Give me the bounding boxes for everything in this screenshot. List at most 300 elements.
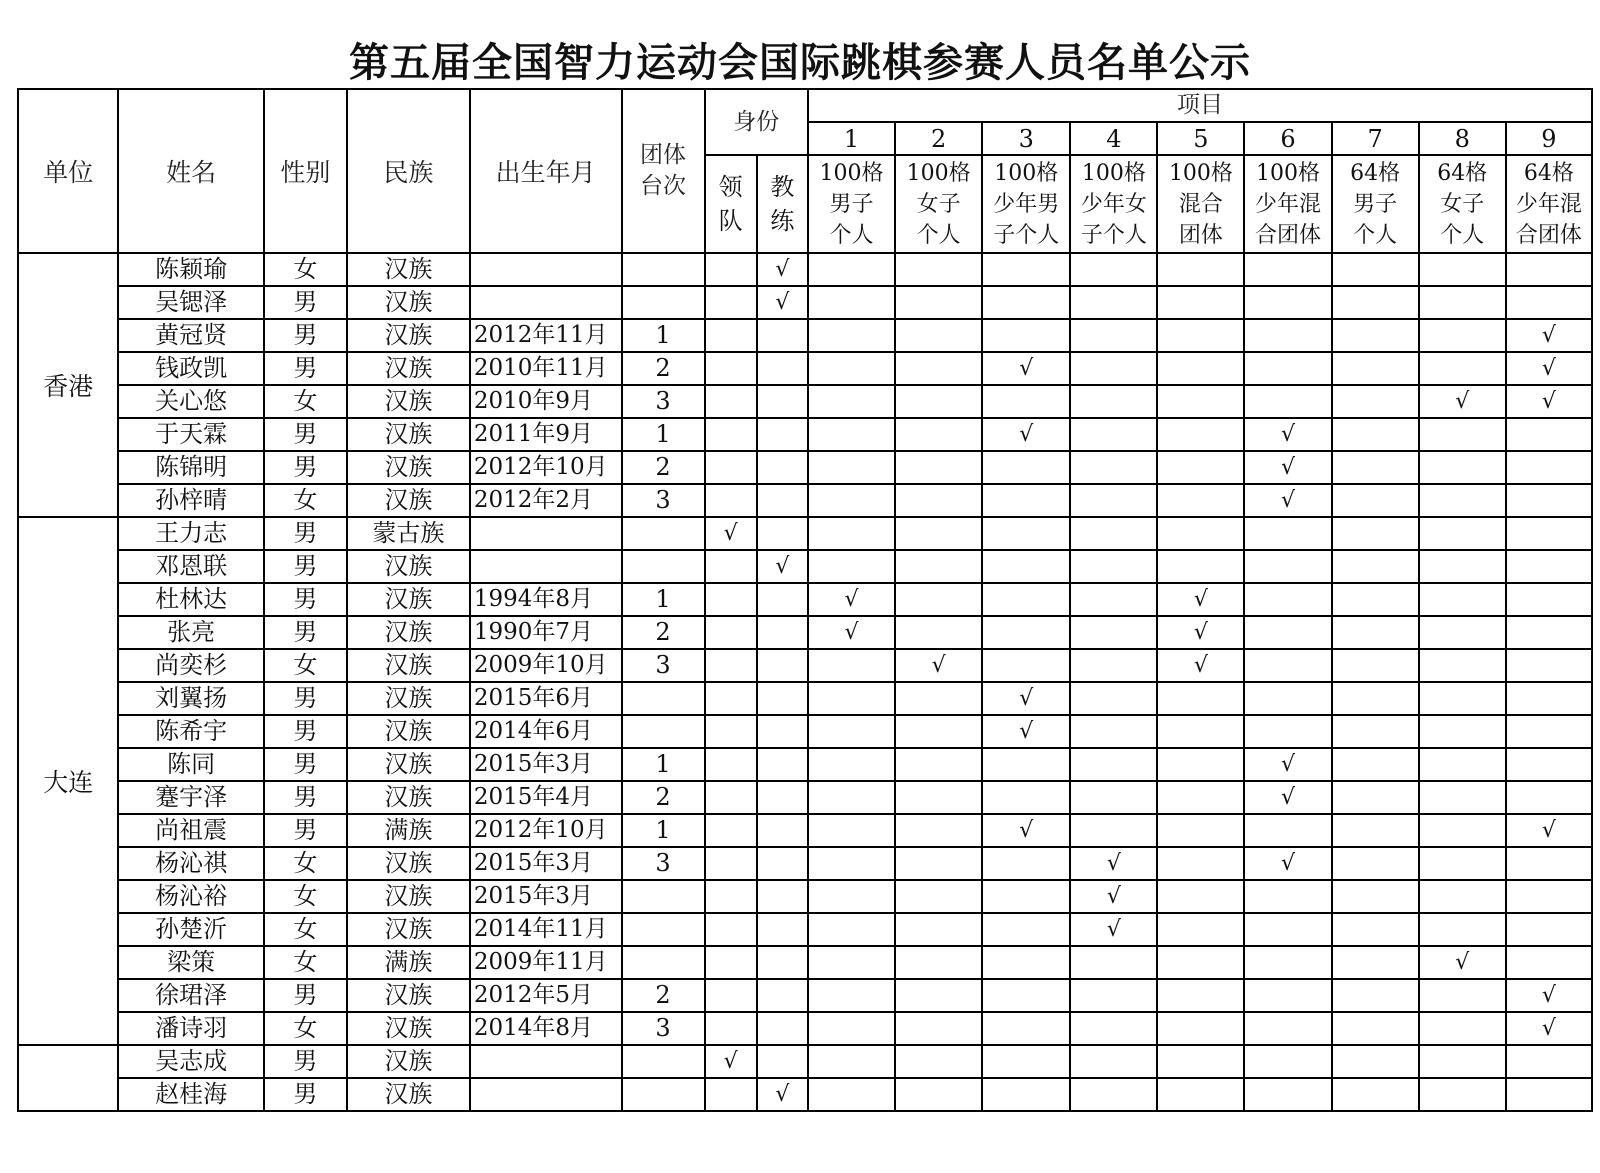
birth-cell: 2015年3月: [470, 880, 622, 913]
event-6-cell: [1244, 1045, 1331, 1078]
event-2-cell: √: [895, 649, 982, 682]
header-coach: [757, 155, 808, 253]
event-2-cell: [895, 1045, 982, 1078]
event-5-cell: [1157, 1045, 1244, 1078]
birth-cell: 2014年6月: [470, 715, 622, 748]
event-9-cell: √: [1506, 1012, 1592, 1045]
event-4-cell: [1070, 781, 1157, 814]
event-6-cell: √: [1244, 748, 1331, 781]
header-gender: 性别: [264, 89, 347, 253]
gender-cell: 男: [264, 583, 347, 616]
event-2-cell: [895, 253, 982, 286]
team-board-cell: 2: [622, 451, 705, 484]
event-3-cell: [982, 286, 1070, 319]
event-1-cell: [808, 781, 895, 814]
event-6-cell: [1244, 517, 1331, 550]
leader-cell: [705, 847, 757, 880]
event-5-cell: [1157, 880, 1244, 913]
leader-cell: [705, 781, 757, 814]
event-4-cell: √: [1070, 847, 1157, 880]
event-2-cell: [895, 748, 982, 781]
event-1-cell: [808, 913, 895, 946]
event-6-cell: [1244, 682, 1331, 715]
event-6-cell: √: [1244, 484, 1331, 517]
event-4-cell: [1070, 748, 1157, 781]
birth-cell: 2011年9月: [470, 418, 622, 451]
event-2-cell: [895, 616, 982, 649]
ethnicity-cell: 汉族: [347, 319, 470, 352]
event-8-cell: [1419, 715, 1506, 748]
event-2-cell: [895, 352, 982, 385]
event-5-cell: [1157, 319, 1244, 352]
event-6-cell: [1244, 385, 1331, 418]
gender-cell: 女: [264, 385, 347, 418]
table-row: [18, 880, 1592, 913]
event-number-7: 7: [1332, 122, 1419, 155]
name-cell: 杨沁祺: [118, 847, 264, 880]
event-9-cell: [1506, 946, 1592, 979]
event-name-4: 100格 少年女 子个人: [1070, 155, 1157, 253]
gender-cell: 男: [264, 781, 347, 814]
event-8-cell: [1419, 682, 1506, 715]
birth-cell: 2015年3月: [470, 847, 622, 880]
event-9-cell: [1506, 583, 1592, 616]
event-2-cell: [895, 682, 982, 715]
ethnicity-cell: 满族: [347, 946, 470, 979]
name-cell: 尚祖震: [118, 814, 264, 847]
event-2-cell: [895, 286, 982, 319]
coach-cell: [757, 352, 808, 385]
ethnicity-cell: 汉族: [347, 715, 470, 748]
gender-cell: 男: [264, 550, 347, 583]
coach-cell: [757, 649, 808, 682]
ethnicity-cell: 汉族: [347, 385, 470, 418]
event-9-cell: [1506, 649, 1592, 682]
event-8-cell: [1419, 913, 1506, 946]
table-row: [18, 451, 1592, 484]
coach-cell: √: [757, 286, 808, 319]
leader-cell: [705, 715, 757, 748]
ethnicity-cell: 汉族: [347, 979, 470, 1012]
table-row: [18, 979, 1592, 1012]
name-cell: 王力志: [118, 517, 264, 550]
event-7-cell: [1332, 979, 1419, 1012]
coach-cell: [757, 748, 808, 781]
event-3-cell: [982, 616, 1070, 649]
event-4-cell: [1070, 451, 1157, 484]
gender-cell: 女: [264, 253, 347, 286]
header-team-board-text: 团体台次: [640, 142, 687, 199]
coach-cell: [757, 913, 808, 946]
event-3-cell: √: [982, 418, 1070, 451]
event-5-cell: [1157, 1078, 1244, 1111]
ethnicity-cell: 汉族: [347, 484, 470, 517]
birth-cell: [470, 550, 622, 583]
event-7-cell: [1332, 385, 1419, 418]
event-3-cell: [982, 946, 1070, 979]
header-ethnicity: 民族: [347, 89, 470, 253]
event-3-cell: [982, 253, 1070, 286]
coach-cell: [757, 418, 808, 451]
event-6-cell: √: [1244, 781, 1331, 814]
birth-cell: 2015年4月: [470, 781, 622, 814]
event-2-cell: [895, 781, 982, 814]
ethnicity-cell: 满族: [347, 814, 470, 847]
name-cell: 张亮: [118, 616, 264, 649]
gender-cell: 男: [264, 1045, 347, 1078]
event-2-cell: [895, 1012, 982, 1045]
event-1-cell: [808, 880, 895, 913]
event-7-cell: [1332, 286, 1419, 319]
event-3-cell: √: [982, 715, 1070, 748]
gender-cell: 男: [264, 979, 347, 1012]
event-2-cell: [895, 451, 982, 484]
event-7-cell: [1332, 1012, 1419, 1045]
name-cell: 孙梓晴: [118, 484, 264, 517]
event-7-cell: [1332, 880, 1419, 913]
event-4-cell: [1070, 352, 1157, 385]
event-5-cell: [1157, 1012, 1244, 1045]
header-name: 姓名: [118, 89, 264, 253]
event-6-cell: [1244, 319, 1331, 352]
birth-cell: 2014年8月: [470, 1012, 622, 1045]
gender-cell: 男: [264, 352, 347, 385]
event-9-cell: [1506, 616, 1592, 649]
ethnicity-cell: 蒙古族: [347, 517, 470, 550]
event-3-cell: [982, 451, 1070, 484]
coach-cell: [757, 517, 808, 550]
coach-cell: [757, 385, 808, 418]
event-7-cell: [1332, 814, 1419, 847]
birth-cell: 2010年11月: [470, 352, 622, 385]
birth-cell: [470, 517, 622, 550]
name-cell: 蹇宇泽: [118, 781, 264, 814]
event-3-cell: [982, 1012, 1070, 1045]
event-5-cell: [1157, 946, 1244, 979]
table-row: [18, 682, 1592, 715]
leader-cell: [705, 484, 757, 517]
event-3-cell: [982, 484, 1070, 517]
ethnicity-cell: 汉族: [347, 847, 470, 880]
table-row: [18, 616, 1592, 649]
birth-cell: 2012年5月: [470, 979, 622, 1012]
birth-cell: [470, 1045, 622, 1078]
event-number-4: 4: [1070, 122, 1157, 155]
event-6-cell: [1244, 352, 1331, 385]
event-2-cell: [895, 550, 982, 583]
event-name-1: 100格 男子 个人: [808, 155, 895, 253]
event-2-cell: [895, 913, 982, 946]
gender-cell: 男: [264, 517, 347, 550]
name-cell: 梁策: [118, 946, 264, 979]
leader-cell: [705, 319, 757, 352]
leader-cell: [705, 814, 757, 847]
table-row: [18, 1078, 1592, 1111]
event-9-cell: [1506, 715, 1592, 748]
ethnicity-cell: 汉族: [347, 253, 470, 286]
event-9-cell: [1506, 484, 1592, 517]
event-2-cell: [895, 979, 982, 1012]
event-9-cell: [1506, 1078, 1592, 1111]
event-4-cell: [1070, 484, 1157, 517]
event-6-cell: [1244, 913, 1331, 946]
leader-cell: [705, 946, 757, 979]
gender-cell: 男: [264, 748, 347, 781]
event-4-cell: [1070, 550, 1157, 583]
table-row: [18, 418, 1592, 451]
event-6-cell: [1244, 286, 1331, 319]
event-1-cell: [808, 814, 895, 847]
event-6-cell: [1244, 1078, 1331, 1111]
event-4-cell: [1070, 286, 1157, 319]
birth-cell: 1990年7月: [470, 616, 622, 649]
team-board-cell: [622, 286, 705, 319]
event-9-cell: [1506, 418, 1592, 451]
event-number-8: 8: [1419, 122, 1506, 155]
event-7-cell: [1332, 583, 1419, 616]
birth-cell: 2012年10月: [470, 451, 622, 484]
birth-cell: 2012年11月: [470, 319, 622, 352]
event-3-cell: [982, 979, 1070, 1012]
name-cell: 杜林达: [118, 583, 264, 616]
team-board-cell: [622, 517, 705, 550]
event-4-cell: [1070, 979, 1157, 1012]
ethnicity-cell: 汉族: [347, 682, 470, 715]
event-3-cell: [982, 913, 1070, 946]
event-8-cell: [1419, 352, 1506, 385]
event-7-cell: [1332, 847, 1419, 880]
event-7-cell: [1332, 1078, 1419, 1111]
event-1-cell: [808, 649, 895, 682]
ethnicity-cell: 汉族: [347, 616, 470, 649]
event-1-cell: [808, 748, 895, 781]
event-9-cell: [1506, 781, 1592, 814]
event-7-cell: [1332, 781, 1419, 814]
event-8-cell: [1419, 319, 1506, 352]
team-board-cell: 2: [622, 616, 705, 649]
name-cell: 刘翼扬: [118, 682, 264, 715]
event-5-cell: [1157, 385, 1244, 418]
event-4-cell: [1070, 649, 1157, 682]
gender-cell: 女: [264, 946, 347, 979]
ethnicity-cell: 汉族: [347, 418, 470, 451]
leader-cell: [705, 1012, 757, 1045]
event-8-cell: [1419, 847, 1506, 880]
event-5-cell: [1157, 814, 1244, 847]
header-identity: 身份: [705, 89, 808, 155]
event-6-cell: [1244, 715, 1331, 748]
event-9-cell: [1506, 1045, 1592, 1078]
event-4-cell: [1070, 814, 1157, 847]
leader-cell: [705, 1078, 757, 1111]
leader-cell: [705, 616, 757, 649]
name-cell: 孙楚沂: [118, 913, 264, 946]
gender-cell: 女: [264, 913, 347, 946]
name-cell: 尚奕杉: [118, 649, 264, 682]
unit-cell: 大连: [18, 517, 118, 1045]
event-8-cell: √: [1419, 385, 1506, 418]
event-3-cell: [982, 847, 1070, 880]
coach-cell: √: [757, 550, 808, 583]
gender-cell: 女: [264, 847, 347, 880]
event-7-cell: [1332, 517, 1419, 550]
event-8-cell: [1419, 484, 1506, 517]
gender-cell: 女: [264, 649, 347, 682]
event-9-cell: [1506, 517, 1592, 550]
event-8-cell: [1419, 451, 1506, 484]
event-7-cell: [1332, 946, 1419, 979]
ethnicity-cell: 汉族: [347, 880, 470, 913]
table-row: [18, 913, 1592, 946]
event-5-cell: [1157, 913, 1244, 946]
event-2-cell: [895, 385, 982, 418]
table-row: [18, 814, 1592, 847]
event-4-cell: [1070, 715, 1157, 748]
event-name-6: 100格 少年混 合团体: [1244, 155, 1331, 253]
event-3-cell: [982, 781, 1070, 814]
event-9-cell: [1506, 286, 1592, 319]
team-board-cell: 2: [622, 979, 705, 1012]
name-cell: 于天霖: [118, 418, 264, 451]
event-1-cell: [808, 1078, 895, 1111]
name-cell: 赵桂海: [118, 1078, 264, 1111]
table-row: [18, 748, 1592, 781]
event-5-cell: [1157, 682, 1244, 715]
event-9-cell: [1506, 682, 1592, 715]
coach-cell: [757, 814, 808, 847]
event-3-cell: [982, 1078, 1070, 1111]
birth-cell: [470, 253, 622, 286]
leader-cell: [705, 550, 757, 583]
roster-table: [17, 88, 1593, 1112]
birth-cell: 2014年11月: [470, 913, 622, 946]
ethnicity-cell: 汉族: [347, 352, 470, 385]
ethnicity-cell: 汉族: [347, 550, 470, 583]
leader-cell: [705, 880, 757, 913]
event-number-5: 5: [1157, 122, 1244, 155]
event-7-cell: [1332, 715, 1419, 748]
event-2-cell: [895, 847, 982, 880]
event-8-cell: [1419, 979, 1506, 1012]
event-8-cell: [1419, 583, 1506, 616]
team-board-cell: 2: [622, 781, 705, 814]
event-9-cell: [1506, 550, 1592, 583]
coach-cell: [757, 715, 808, 748]
name-cell: 陈同: [118, 748, 264, 781]
team-board-cell: [622, 913, 705, 946]
leader-cell: [705, 352, 757, 385]
event-8-cell: [1419, 550, 1506, 583]
header-leader: [705, 155, 757, 253]
event-5-cell: [1157, 748, 1244, 781]
event-5-cell: √: [1157, 583, 1244, 616]
event-6-cell: [1244, 880, 1331, 913]
gender-cell: 男: [264, 319, 347, 352]
event-8-cell: [1419, 649, 1506, 682]
event-4-cell: [1070, 616, 1157, 649]
ethnicity-cell: 汉族: [347, 748, 470, 781]
name-cell: 吴锶泽: [118, 286, 264, 319]
event-3-cell: √: [982, 352, 1070, 385]
event-3-cell: √: [982, 682, 1070, 715]
event-name-2: 100格 女子 个人: [895, 155, 982, 253]
event-5-cell: [1157, 715, 1244, 748]
event-4-cell: [1070, 682, 1157, 715]
birth-cell: 1994年8月: [470, 583, 622, 616]
event-4-cell: √: [1070, 913, 1157, 946]
event-5-cell: [1157, 550, 1244, 583]
event-3-cell: [982, 748, 1070, 781]
gender-cell: 女: [264, 484, 347, 517]
event-1-cell: [808, 550, 895, 583]
gender-cell: 男: [264, 682, 347, 715]
gender-cell: 男: [264, 1078, 347, 1111]
event-4-cell: [1070, 253, 1157, 286]
event-9-cell: [1506, 913, 1592, 946]
coach-cell: √: [757, 1078, 808, 1111]
event-9-cell: [1506, 451, 1592, 484]
event-2-cell: [895, 484, 982, 517]
event-2-cell: [895, 418, 982, 451]
event-1-cell: [808, 979, 895, 1012]
event-1-cell: [808, 352, 895, 385]
team-board-cell: 1: [622, 748, 705, 781]
team-board-cell: 3: [622, 385, 705, 418]
event-5-cell: [1157, 847, 1244, 880]
event-6-cell: [1244, 616, 1331, 649]
team-board-cell: 3: [622, 1012, 705, 1045]
event-4-cell: [1070, 517, 1157, 550]
ethnicity-cell: 汉族: [347, 1012, 470, 1045]
event-6-cell: [1244, 253, 1331, 286]
event-7-cell: [1332, 616, 1419, 649]
birth-cell: 2015年6月: [470, 682, 622, 715]
table-row: [18, 319, 1592, 352]
event-5-cell: √: [1157, 616, 1244, 649]
event-9-cell: [1506, 748, 1592, 781]
gender-cell: 男: [264, 814, 347, 847]
coach-cell: [757, 682, 808, 715]
event-3-cell: √: [982, 814, 1070, 847]
table-row: [18, 781, 1592, 814]
coach-cell: [757, 946, 808, 979]
table-row: [18, 517, 1592, 550]
event-1-cell: [808, 484, 895, 517]
leader-cell: [705, 418, 757, 451]
event-8-cell: [1419, 517, 1506, 550]
name-cell: 钱政凯: [118, 352, 264, 385]
table-row: [18, 583, 1592, 616]
table-row: [18, 286, 1592, 319]
event-3-cell: [982, 550, 1070, 583]
event-4-cell: [1070, 1078, 1157, 1111]
team-board-cell: [622, 1078, 705, 1111]
event-2-cell: [895, 1078, 982, 1111]
event-7-cell: [1332, 649, 1419, 682]
event-3-cell: [982, 517, 1070, 550]
birth-cell: 2010年9月: [470, 385, 622, 418]
ethnicity-cell: 汉族: [347, 451, 470, 484]
event-name-9: 64格 少年混 合团体: [1506, 155, 1592, 253]
event-1-cell: [808, 1045, 895, 1078]
event-5-cell: [1157, 517, 1244, 550]
ethnicity-cell: 汉族: [347, 781, 470, 814]
event-4-cell: [1070, 946, 1157, 979]
table-row: [18, 550, 1592, 583]
event-8-cell: [1419, 286, 1506, 319]
birth-cell: 2012年10月: [470, 814, 622, 847]
event-1-cell: [808, 253, 895, 286]
